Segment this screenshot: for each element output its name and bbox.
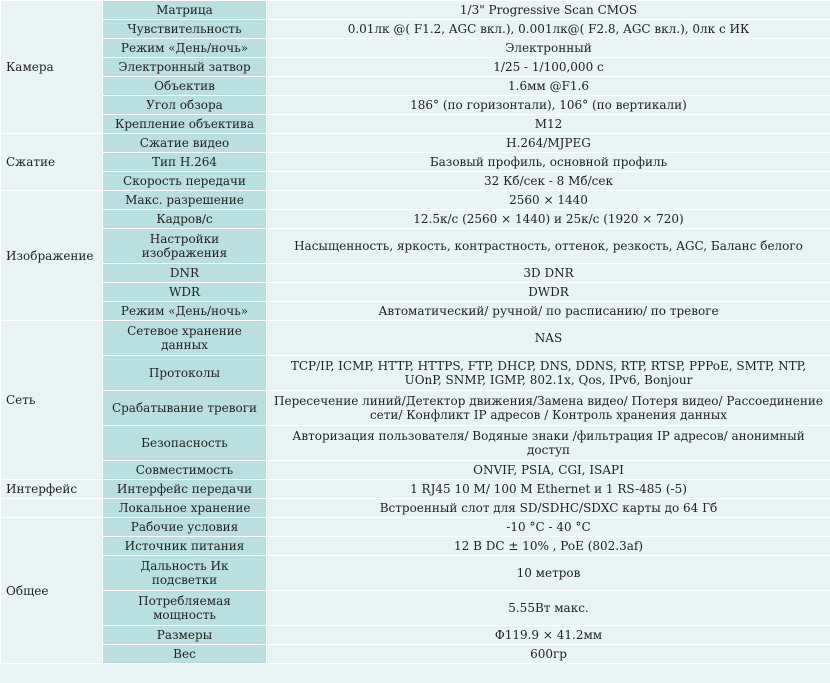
spec-label: WDR [103, 283, 267, 302]
spec-label: Безопасность [103, 426, 267, 461]
table-row [1, 518, 830, 537]
spec-label: Размеры [103, 626, 267, 645]
spec-label: Тип H.264 [103, 153, 267, 172]
spec-value: Базовый профиль, основной профиль [267, 153, 830, 172]
spec-label: Угол обзора [103, 96, 267, 115]
spec-label: Сетевое хранение данных [103, 321, 267, 356]
spec-label: Режим «День/ночь» [103, 39, 267, 58]
spec-label: Режим «День/ночь» [103, 302, 267, 321]
table-row [1, 426, 830, 461]
table-row [1, 356, 830, 391]
category-image: Изображение [1, 191, 103, 321]
spec-label: Потребляемая мощность [103, 591, 267, 626]
table-row [1, 461, 830, 480]
table-row [1, 645, 830, 664]
table-row [1, 283, 830, 302]
table-row [1, 172, 830, 191]
table-row [1, 321, 830, 356]
spec-value: 3D DNR [267, 264, 830, 283]
spec-value: 0.01лк @( F1.2, AGC вкл.), 0.001лк@( F2.8, AGC вкл.), 0лк с ИК [267, 20, 830, 39]
spec-value: Встроенный слот для SD/SDHC/SDXC карты до 64 Гб [267, 499, 830, 518]
spec-value: Автоматический/ ручной/ по расписанию/ по тревоге [267, 302, 830, 321]
spec-label: Источник питания [103, 537, 267, 556]
spec-value: M12 [267, 115, 830, 134]
spec-value: Φ119.9 × 41.2мм [267, 626, 830, 645]
spec-value: 1.6мм @F1.6 [267, 77, 830, 96]
spec-value: DWDR [267, 283, 830, 302]
spec-label: Кадров/с [103, 210, 267, 229]
spec-label: Матрица [103, 1, 267, 20]
table-row [1, 210, 830, 229]
spec-value: TCP/IP, ICMP, HTTP, HTTPS, FTP, DHCP, DNS, DDNS, RTP, RTSP, PPPoE, SMTP, NTP, UOnP, SNMP, IGMP, 802.1x, Qos, IPv6, Bonjour [267, 356, 830, 391]
spec-value: H.264/MJPEG [267, 134, 830, 153]
spec-label: Скорость передачи [103, 172, 267, 191]
table-row [1, 591, 830, 626]
category-camera: Камера [1, 1, 103, 134]
table-row [1, 134, 830, 153]
spec-value: 1/25 - 1/100,000 с [267, 58, 830, 77]
spec-label: Рабочие условия [103, 518, 267, 537]
table-row [1, 153, 830, 172]
spec-value: 1 RJ45 10 M/ 100 M Ethernet и 1 RS-485 (-5) [267, 480, 830, 499]
spec-label: Дальность Ик подсветки [103, 556, 267, 591]
spec-label: Электронный затвор [103, 58, 267, 77]
spec-label: Крепление объектива [103, 115, 267, 134]
spec-label: Объектив [103, 77, 267, 96]
spec-value: 600гр [267, 645, 830, 664]
table-row [1, 480, 830, 499]
table-row [1, 302, 830, 321]
table-row [1, 537, 830, 556]
table-row [1, 77, 830, 96]
table-row [1, 96, 830, 115]
spec-label: Сжатие видео [103, 134, 267, 153]
table-row [1, 58, 830, 77]
category-interface: Интерфейс [1, 480, 103, 499]
table-row [1, 626, 830, 645]
spec-value: ONVIF, PSIA, CGI, ISAPI [267, 461, 830, 480]
spec-label: Вес [103, 645, 267, 664]
table-row [1, 391, 830, 426]
spec-value: NAS [267, 321, 830, 356]
table-row [1, 20, 830, 39]
spec-label: Интерфейс передачи [103, 480, 267, 499]
category-empty [1, 499, 103, 518]
table-row [1, 264, 830, 283]
spec-value: 1/3" Progressive Scan CMOS [267, 1, 830, 20]
table-row [1, 39, 830, 58]
category-general: Общее [1, 518, 103, 664]
spec-label: DNR [103, 264, 267, 283]
table-row [1, 1, 830, 20]
category-network: Сеть [1, 321, 103, 480]
spec-value: Авторизация пользователя/ Водяные знаки /фильтрация IP адресов/ анонимный доступ [267, 426, 830, 461]
spec-value: 5.55Вт макс. [267, 591, 830, 626]
spec-value: 32 Кб/сек - 8 Мб/сек [267, 172, 830, 191]
table-row [1, 191, 830, 210]
spec-label: Локальное хранение [103, 499, 267, 518]
spec-value: 12.5к/с (2560 × 1440) и 25к/с (1920 × 720) [267, 210, 830, 229]
spec-value: 186° (по горизонтали), 106° (по вертикали) [267, 96, 830, 115]
table-row [1, 499, 830, 518]
category-compression: Сжатие [1, 134, 103, 191]
table-row [1, 556, 830, 591]
spec-label: Срабатывание тревоги [103, 391, 267, 426]
spec-label: Макс. разрешение [103, 191, 267, 210]
spec-label: Протоколы [103, 356, 267, 391]
spec-value: -10 °C - 40 °C [267, 518, 830, 537]
table-row [1, 229, 830, 264]
spec-value: 12 В DC ± 10% , PoE (802.3af) [267, 537, 830, 556]
spec-value: Пересечение линий/Детектор движения/Замена видео/ Потеря видео/ Рассоединение сети/ Конфликт IP адресов / Контроль хранения данных [267, 391, 830, 426]
spec-value: Насыщенность, яркость, контрастность, оттенок, резкость, AGC, Баланс белого [267, 229, 830, 264]
spec-label: Совместимость [103, 461, 267, 480]
spec-value: 2560 × 1440 [267, 191, 830, 210]
spec-label: Настройки изображения [103, 229, 267, 264]
spec-value: 10 метров [267, 556, 830, 591]
spec-value: Электронный [267, 39, 830, 58]
spec-label: Чувствительность [103, 20, 267, 39]
table-row [1, 115, 830, 134]
